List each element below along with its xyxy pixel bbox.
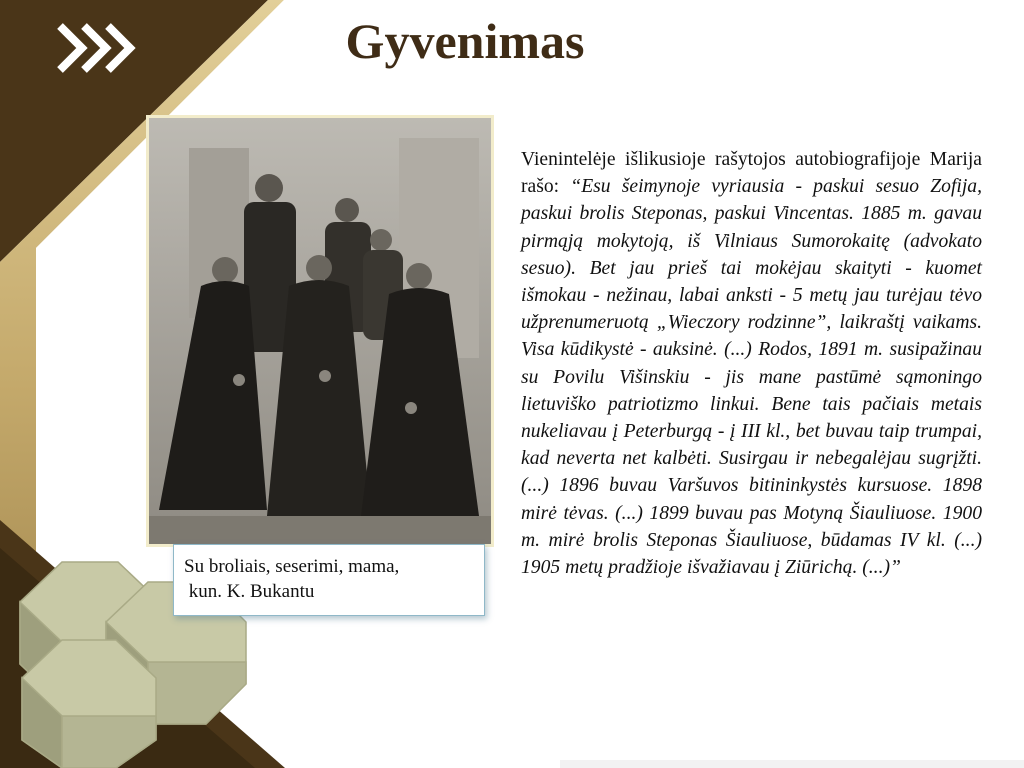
- autobiography-quote: “Esu šeimynoje vyriausia - paskui sesuo Zofija, paskui brolis Steponas, paskui Vincentas. 1885 m. gavau pirmąją mokytoją, iš Vilniaus Sumorokaitę (advokato sesuo). Bet jau prieš tai mokėjau skaityti - kuomet išmokau - nežinau, labai anksti - 5 metų jau turėjau tėvo užprenumeruotą „Wieczory rodzinne”, laikraštį vaikams. Visa kūdikystė - auksinė. (...) Rodos, 1891 m. susipažinau su Povilu Višinskiu - jis mane pastūmė sąmoningo lietuviško patriotizmo linkui. Bene tais pačiais metais nukeliavau į Peterburgą - į III kl., bet buvau taip trumpai, kad neverta net kalbėti. Susirgau ir nebegalėjau sugrįžti. (...) 1896 buvau Varšuvos bitininkystės kursuose. 1898 mirė tėvas. (...) 1899 buvau pas Motyną Šiauliuose. 1900 m. mirė brolis Steponas Šiauliuose, būdamas IV kl. (...) 1905 metų pradžioje išvažiavau į Ziūrichą. (...)”: [521, 176, 982, 579]
- caption-line-1: Su broliais, seserimi, mama,: [184, 556, 400, 577]
- photo-caption: [173, 544, 485, 616]
- family-photo-image: [149, 118, 491, 544]
- caption-line-2: kun. K. Bukantu: [184, 581, 315, 602]
- intro-text: Vienintelėje išlikusioje rašytojos autobiografijoje Marija rašo:: [521, 149, 982, 198]
- family-photo: [146, 115, 494, 547]
- slide-title: Gyvenimas: [345, 13, 585, 69]
- chevrons-right-icon[interactable]: [52, 20, 142, 76]
- autobiography-text: [521, 146, 982, 581]
